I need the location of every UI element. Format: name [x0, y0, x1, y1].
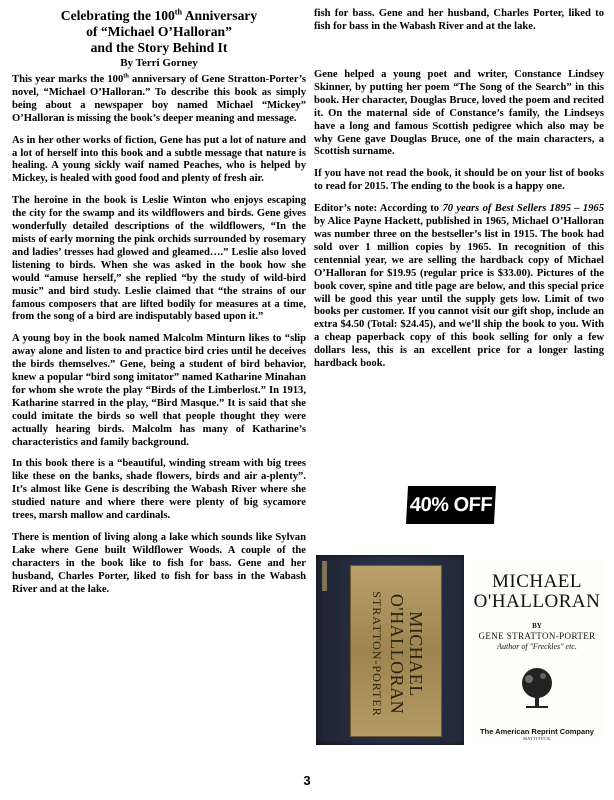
p1-rest: anniversary of Gene Stratton-Porter’s novel, “Michael O’Halloran.” To describe this book as simply being about a newspaper boy named Michael “Mickey” O’Halloran is missing the book’s deeper meaning and message.	[12, 74, 307, 124]
right-column	[314, 8, 604, 380]
title-page-photo	[472, 560, 602, 741]
title-page-city: MATTITUCK	[523, 735, 551, 741]
editors-note-start: Editor’s note: According to	[314, 203, 443, 215]
title-line-1-end: Anniversary	[182, 8, 258, 23]
paragraph-1	[12, 74, 306, 126]
title-page-subtitle: Author of "Freckles" etc.	[497, 642, 577, 651]
paragraph-8: If you have not read the book, it should be on your list of books to read for 2015. The ending to the book is a happy one.	[314, 168, 604, 193]
byline: By Terri Gorney	[120, 57, 198, 69]
title-line-1: Celebrating the 100	[60, 8, 175, 23]
paragraph-6-continued	[314, 8, 604, 60]
spine-publisher-mark	[322, 561, 327, 591]
tree-emblem-icon	[516, 666, 558, 710]
title-line-3: and the Story Behind It	[90, 40, 228, 55]
p6-continued-text: fish for bass. Gene and her husband, Charles Porter, liked to fish for bass in the Wabash River and at the lake.	[314, 8, 604, 32]
paragraph-5: In this book there is a “beautiful, winding stream with big trees like these on the banks, shade flowers, birds and air a-plenty”. It’s almost like Gene is describing the Wabash River where she studied nature and where there were plenty of big sycamore trees, marsh mallow and cardinals.	[12, 458, 306, 522]
title-page-author: GENE STRATTON-PORTER	[478, 631, 596, 641]
book-cover-photo	[316, 555, 464, 745]
p1-superscript: th	[123, 72, 129, 80]
paragraph-3: The heroine in the book is Leslie Winton who enjoys escaping the city for the swamp and its wildflowers and birds. Gene gives wonderfully detailed descriptions of the wildflowers, “In the mists of early morning the pink orchids surrounded by rosemary and ladies’ tresses had glowed and gleamed….” Leslie also loved listening to birds. When she was asked in the book how she would “amuse herself,” she replied “by the study of wild-bird music” and bird study. Leslie claimed that “the strains of our famous composers that are lifted bodily for measures at a time, from the song of a bird are indisputably based upon it.”	[12, 195, 306, 323]
editors-note	[314, 203, 604, 371]
discount-badge: 40% OFF	[406, 486, 496, 524]
title-page-by: BY	[532, 622, 542, 630]
article-title	[12, 8, 306, 56]
cover-title: MICHAEL O'HALLORAN	[387, 593, 427, 715]
paragraph-7: Gene helped a young poet and writer, Constance Lindsey Skinner, by putting her poem “The Song of the Search” in this book. Her character, Douglas Bruce, loved the poem and recited it. On the maternal side of Constance’s family, the Lindseys have a long and famous Scottish pedigree which also may be why Gene gave Douglas Bruce, one of the main characters, a Scottish surname.	[314, 69, 604, 158]
title-superscript: th	[174, 7, 183, 17]
paragraph-6: There is mention of living along a lake which sounds like Sylvan Lake where Gene built Wildflower Woods. A couple of the characters in the book like to fish for bass. Gene and her husband, Charles Porter, liked to fish for bass in the Wabash River and at the lake.	[12, 532, 306, 595]
p1-start: This year marks the 100	[12, 74, 124, 85]
title-line-2: of “Michael O’Halloran”	[86, 24, 232, 39]
left-column	[12, 7, 307, 595]
paragraph-2: As in her other works of fiction, Gene has put a lot of nature and a lot of herself into this book and a subtle message that nature is healing. A young sickly waif named Peaches, who is helped by Mickey, is healed with good food and plenty of fresh air.	[12, 134, 306, 185]
editors-note-book-title: 70 years of Best Sellers 1895 – 1965	[442, 203, 604, 215]
paragraph-4: A young boy in the book named Malcolm Minturn likes to “slip away alone and listen to and practice bird cries until he deceives the birds themselves.” Gene, being a student of bird behavior, knew a popular “bird song imitator” named Katharine Minahan for whom she wrote the play “Birds of the Limberlost.” In 1913, Katharine starred in the play, “Bird Masque.” It is said that she could imitate the birds so well that people thought they were actually hearing birds. Malcolm has many of Katharine’s characteristics and family background.	[12, 333, 306, 448]
editors-note-rest: by Alice Payne Hackett, published in 1965, Michael O’Halloran was number three on the bestseller’s list in 1915. The book had sold over 1 million copies by 1965. In recognition of this centennial year, we are selling the hardback copy of Michael O’Halloran for $19.95 (regular price is $33.00). Pictures of the book cover, spine and title page are below, and this special price will be good this year until the supply gets low. Limit of two books per customer. If you cannot visit our gift shop, include an extra $4.50 (Total: $24.45), and we’ll ship the book to you. With a cheap paperback copy of this book selling for only a few dollars less, this is an excellent price for a longer lasting hardback book.	[314, 216, 604, 370]
title-page-title	[472, 572, 602, 612]
cover-author: STRATTON-PORTER	[370, 591, 385, 717]
title-page-title-line-2: O'HALLORAN	[473, 591, 601, 612]
title-page-title-line-1: MICHAEL	[491, 571, 583, 592]
title-page-publisher: The American Reprint Company	[480, 726, 594, 736]
page-number: 3	[303, 773, 311, 788]
cover-title-label	[350, 565, 442, 737]
